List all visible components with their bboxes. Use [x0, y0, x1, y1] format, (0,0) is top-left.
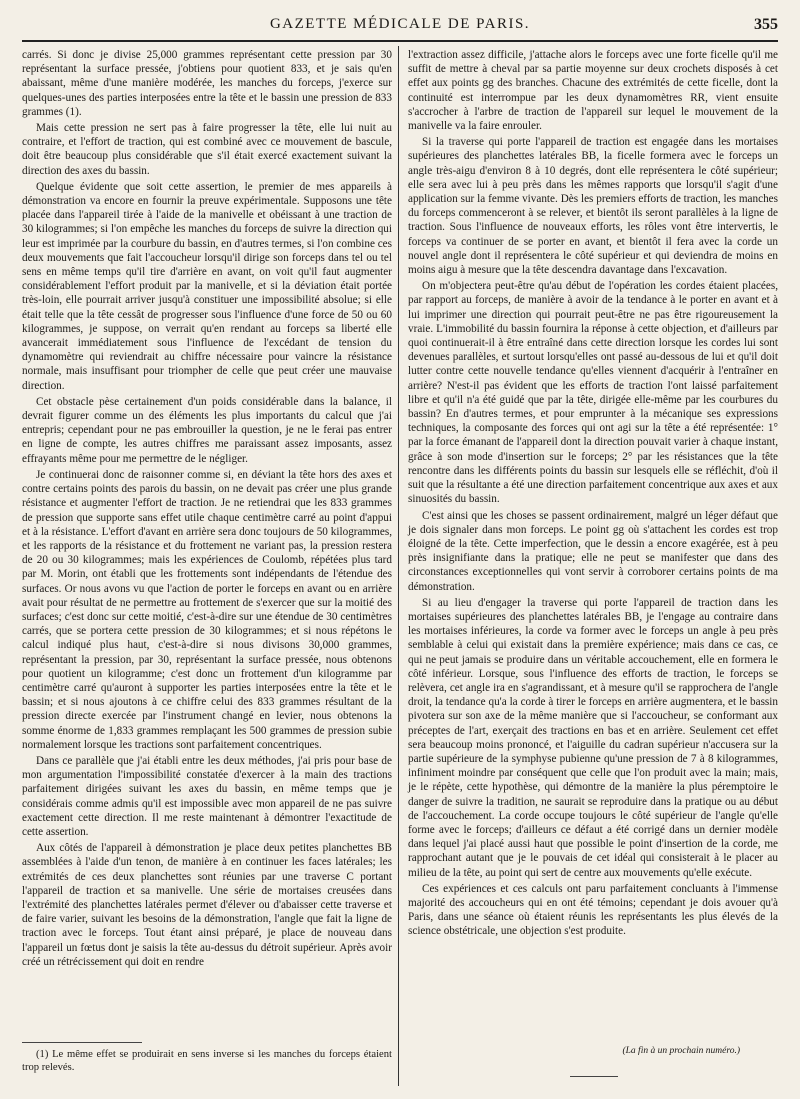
paragraph: Cet obstacle pèse certainement d'un poids considérable dans la balance, il devrait figurer comme un des éléments les plus importants du calcul que j'ai entrepris; cependant pour ne pas embrouiller la question, je ne le ferai pas entrer en ligne de compte, les autres chiffres me paraissant assez imposants, assez effrayants même pour me permettre de le négliger.	[22, 395, 392, 465]
paragraph: Dans ce parallèle que j'ai établi entre les deux méthodes, j'ai pris pour base de mon argumentation l'impossibilité constatée d'exercer à la main des tractions parfaitement dirigées suivant les axes du bassin, en même temps que je considérais comme admis qu'il est impossible avec mon appareil de ne pas suivre exactement cette direction. Il me reste maintenant à démontrer l'exactitude de cette assertion.	[22, 754, 392, 838]
footnote: (1) Le même effet se produirait en sens inverse si les manches du forceps étaient trop relevés.	[22, 1049, 392, 1073]
paragraph: Ces expériences et ces calculs ont paru parfaitement concluants à l'immense majorité des accoucheurs qui en ont été témoins; cependant je dois avouer qu'à Paris, dans une séance où étaient réunis les représentants les plus élevés de la science obstétricale, une objection s'est produite.	[408, 882, 778, 938]
paragraph: C'est ainsi que les choses se passent ordinairement, malgré un léger défaut que je dois signaler dans mon forceps. Le point gg où s'attachent les cordes est trop éloigné de la tête. Cette imperfection, que le dessin a encore exagérée, est à peu près insignifiante dans la pratique; elle ne peut se manifester que dans des circonstances exceptionnelles qui vont servir à corroborer certains points de ma démonstration.	[408, 509, 778, 593]
journal-title: GAZETTE MÉDICALE DE PARIS.	[269, 16, 531, 32]
paragraph: Si au lieu d'engager la traverse qui porte l'appareil de traction dans les mortaises supérieures des planchettes latérales BB, je l'engage au contraire dans les mortaises inférieures, la corde va former avec le forceps un angle à peu près semblable à celui qui existait dans la première expérience; mais dans ce cas, ce qui ne peut jamais se produire dans un véritable accouchement, elle en formera le côté inférieur. Lorsque, sous l'influence des efforts de traction, le forceps se relèvera, cet angle ira en s'agrandissant, et à mesure qu'il se rapprochera de l'angle droit, la tendance qu'a la corde à tirer le forceps en arrière augmentera, et le bassin pivotera sur son axe de la même manière que si l'accoucheur, se conformant aux préceptes de l'art, exerçait des tractions en bas et en arrière. Seulement cet effet sera beaucoup moins prononcé, et l'aiguille du cadran supérieur n'accusera sur la partie supérieure de la symphyse pubienne qu'une pression de 7 à 8 kilogrammes, infiniment moindre par conséquent que celle que l'on produit avec la main; mais, je le répète, cette hypothèse, qui démontre de la manière la plus péremptoire le danger de suivre la tradition, ne saurait se reproduire dans la pratique ou au début de l'accouchement. La corde occupe toujours le côté supérieur de l'angle qu'elle forme avec le forceps; d'ailleurs ce défaut a été corrigé dans un dernier modèle dans lequel j'ai placé aussi haut que possible le point d'insertion de la corde, me rapprochant autant que je le pouvais de cet idéal qui consisterait à le placer au milieu de la tête, au point qui sert de centre aux mouvements qu'elle exécute.	[408, 596, 778, 879]
paragraph: On m'objectera peut-être qu'au début de l'opération les cordes étaient placées, par rapport au forceps, de manière à avoir de la tendance à le porter en avant et à lui imprimer une direction qui pourrait peut-être ne pas être rigoureusement la vraie. L'immobilité du bassin fournira la réponse à cette objection, et d'ailleurs par quoi continuerait-il à être entraîné dans cette direction lorsque les cordes lui sont devenues parallèles, et surtout lorsqu'elles ont passé au-dessous de lui et qu'il doit lutter contre cette nouvelle tendance qu'elles viennent d'acquérir à l'entraîner en arrière? N'est-il pas évident que les efforts de traction l'ont laissé parfaitement libre et qu'il n'a été guidé que par la tête, dirigée elle-même par les courbures du bassin? En d'autres termes, et pour emprunter à la mécanique ses expressions techniques, la composante des forces qui ont agi sur la tête a été représentée: 1° par la force émanant de l'appareil dont la direction pouvait varier à chaque instant, grâce à son mode d'insertion sur le forceps; 2° par les résistances que la tête rencontre dans les différents points du bassin sur lesquels elle se réfléchit, d'où il suit que la résultante a été une direction parfaitement concentrique aux axes et aux sinuosités du bassin.	[408, 280, 778, 506]
right-column	[408, 48, 778, 1078]
to-be-continued-note: (La fin à un prochain numéro.)	[622, 1046, 740, 1056]
paragraph: Quelque évidente que soit cette assertion, le premier de mes appareils à démonstration va encore en fournir la preuve expérimentale. Supposons une tête placée dans l'appareil tirée à l'aide de la manivelle et obéissant à une traction de 30 kilogrammes; si l'on empêche les manches du forceps de suivre la direction qui leur est imprimée par la courbure du bassin, en d'autres termes, si l'on combine ces deux mouvements que fait l'accoucheur lorsqu'il dirige son forceps dans tel ou tel sens en même temps qu'il tire d'arrière en avant, on voit qu'il faut augmenter considérablement l'effort produit par la manivelle, et si la déviation était portée très-loin, elle pourrait arriver jusqu'à constituer une impossibilité absolue; si elle était telle que la tête cessât de progresser sous l'influence d'une force de 50 ou 60 kilogrammes, je suppose, on verrait qu'en rendant au forceps sa liberté elle avancerait immédiatement sous l'influence de l'excédant de tension du dynamomètre qui reviendrait au chiffre nécessaire pour vaincre la résistance normale, mais insuffisant pour triompher de celle que peut créer une mauvaise direction.	[22, 180, 392, 392]
paragraph: Si la traverse qui porte l'appareil de traction est engagée dans les mortaises supérieures des planchettes latérales BB, la ficelle formera avec le forceps un angle très-aigu d'environ 8 à 10 degrés, dont elle représentera le côté supérieur; elle sera avec lui à peu près dans les mêmes rapports que lorsqu'il s'agit d'une application sur la femme vivante. Dès les premiers efforts de traction, les manches du forceps commenceront à se relever, et bientôt ils seront parallèles à la ligne de traction. Sous l'influence de nouveaux efforts, les rôles vont être intervertis, le forceps va continuer de se porter en avant, et bientôt il fera avec la corde un nouvel angle dont il représentera le côté supérieur et qui deviendra de moins en moins aigu à mesure que la tête descendra davantage dans l'excavation.	[408, 136, 778, 277]
left-column	[22, 48, 392, 1078]
paragraph: l'extraction assez difficile, j'attache alors le forceps avec une forte ficelle qu'il me suffit de mettre à cheval par sa partie moyenne sur deux crochets disposés à cet effet aux points gg des branches. Chacune des extrémités de cette ficelle, dont la continuité est interrompue par les deux dynamomètres RR, vient ensuite s'accrocher à l'arbre de traction de l'appareil sur lequel le mouvement de la manivelle va la faire enrouler.	[408, 49, 778, 133]
paragraph: Mais cette pression ne sert pas à faire progresser la tête, elle lui nuit au contraire, et l'effort de traction, qui est combiné avec ce mouvement de bascule, doit être beaucoup plus considérable que s'il était exercé exactement suivant la direction des axes du bassin.	[22, 122, 392, 177]
page-number: 355	[754, 16, 778, 33]
paragraph: Je continuerai donc de raisonner comme si, en déviant la tête hors des axes et contre certains points des parois du bassin, on ne devait pas créer une plus grande résistance et augmenter l'effort de traction. Je ne retiendrai que les 833 grammes de pression que supporte sans effet utile chaque centimètre carré au point d'appui et à la résistance. L'effort d'avant en arrière sera donc toujours de 50 kilogrammes, et les rapports de la résistance et du frottement ne variant pas, la pression restera de 20 ou 30 kilogrammes; mais les expériences de Coulomb, répétées plus tard par M. Morin, ont établi que les frottements sont indépendants de l'étendue des surfaces. Or nous avons vu que l'action de porter le forceps en avant ou en arrière avait pour résultat de ne permettre au frottement de s'exercer que sur la moitié des surfaces; c'est donc sur cette moitié, c'est-à-dire sur une étendue de 30 centimètres carrés, que se portera cette pression de 30 kilogrammes; et si nous répétons le calcul indiqué plus haut, c'est-à-dire si nous divisons 30,000 grammes, représentant la pression, par 30, représentant la surface pressée, nous obtenons pour quotient un kilogramme; c'est donc un frottement d'un kilogramme par centimètre carré qu'auront à supporter les parties interposées entre la tête et le bassin; et si nous ajoutons à ce chiffre celui des 833 grammes résultant de la pression directe exercée par l'instrument changé en levier, nous obtenons la somme énorme de 1,833 grammes remplaçant les 500 grammes de pression subie normalement lorsque les tractions sont parfaitement concentriques.	[22, 468, 392, 751]
end-rule	[570, 1076, 618, 1077]
paragraph: Aux côtés de l'appareil à démonstration je place deux petites planchettes BB assemblées à l'aide d'un tenon, de manière à en continuer les faces latérales; les extrémités de ces deux planchettes sont réunies par une traverse C portant l'appareil de traction et sa manivelle. Une série de mortaises creusées dans l'extrémité des planchettes latérales permet d'élever ou d'abaisser cette traverse et de faire varier, suivant les besoins de la démonstration, l'angle que fait la ligne de traction avec le forceps. Tout étant ainsi préparé, je place de nouveau dans l'appareil un fœtus dont je saisis la tête au-dessus du détroit supérieur. Après avoir créé un rétrécissement qui doit en rendre	[22, 842, 392, 968]
paragraph: carrés. Si donc je divise 25,000 grammes représentant cette pression par 30 représentant la surface pressée, j'obtiens pour quotient 833, et je sais qu'en abaissant, même d'une manière modérée, les manches du forceps, j'exerce sur quelques-unes des parties interposées entre la tête et le bassin une pression de 833 grammes (1).	[22, 49, 392, 118]
column-divider	[398, 46, 399, 1086]
footnote-rule	[22, 1042, 142, 1043]
page-header	[22, 14, 778, 42]
